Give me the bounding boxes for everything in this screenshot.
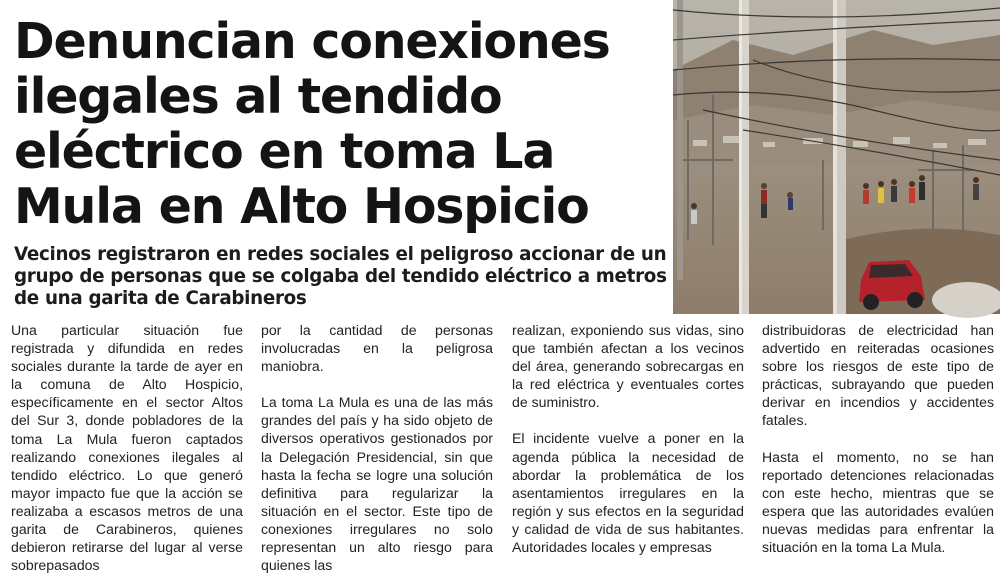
subheadline: Vecinos registraron en redes sociales el peligroso accionar de un grupo de personas que se colgaba del tendido eléctrico a metros de una garita de Carabineros	[14, 244, 667, 309]
paragraph: Una particular situación fue registrada y difundida en redes sociales durante la tarde de ayer en la comuna de Alto Hospicio, específicamente en el sector Altos del Sur 3, donde pobladores de la toma La Mula fueron captados realizando conexiones ilegales al tendido eléctrico. Lo que generó mayor impacto fue que la acción se realizaba a escasos metros de una garita de Carabineros, quienes debieron retirarse del lugar al verse sobrepasados	[11, 322, 243, 574]
article-column-1	[11, 321, 243, 574]
paragraph: distribuidoras de electricidad han advertido en reiteradas ocasiones sobre los riesgos de este tipo de prácticas, subrayando que pueden derivar en incendios y accidentes fatales.	[762, 322, 994, 429]
article-column-3	[512, 321, 744, 556]
paragraph: realizan, exponiendo sus vidas, sino que también afectan a los vecinos del área, generando sobrecargas en la red eléctrica y eventuales cortes de suministro.	[512, 322, 744, 411]
headline: Denuncian conexiones ilegales al tendido eléctrico en toma La Mula en Alto Hospicio	[14, 13, 610, 235]
article-column-2	[261, 321, 493, 574]
paragraph: por la cantidad de personas involucradas en la peligrosa maniobra.	[261, 322, 493, 375]
news-photo	[673, 0, 1000, 314]
paragraph: Hasta el momento, no se han reportado detenciones relacionadas con este hecho, mientras que se espera que las autoridades evalúen nuevas medidas para enfrentar la situación en la toma La Mula.	[762, 448, 994, 556]
paragraph: La toma La Mula es una de las más grandes del país y ha sido objeto de diversos operativos gestionados por la Delegación Presidencial, sin que hasta la fecha se logre una solución definitiva para regularizar la situación en el sector. Este tipo de conexiones irregulares no solo representan un alto riesgo para quienes las	[261, 394, 493, 574]
paragraph: El incidente vuelve a poner en la agenda pública la necesidad de abordar la problemática de los asentamientos irregulares en la región y sus efectos en la seguridad y calidad de vida de sus habitantes. Autoridades locales y empresas	[512, 430, 744, 556]
article-column-4	[762, 321, 994, 556]
